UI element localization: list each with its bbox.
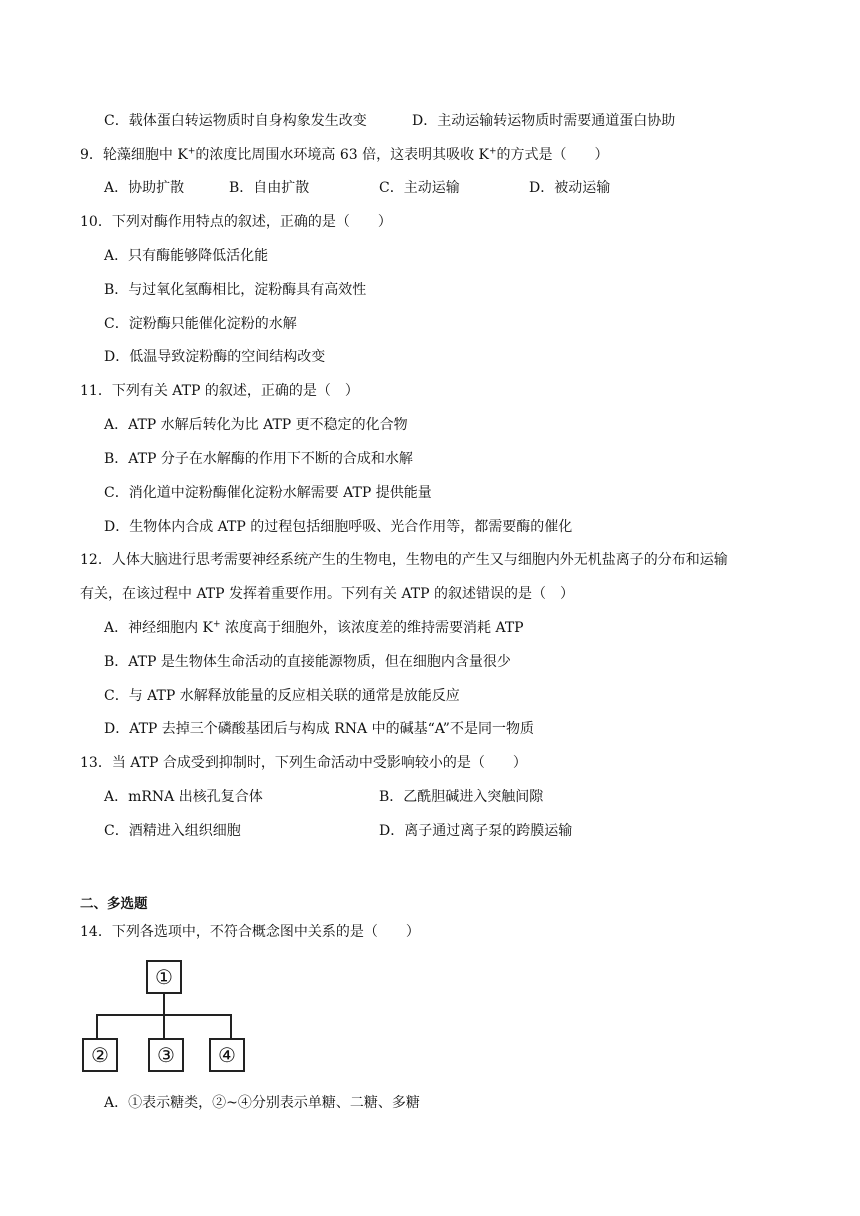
q9-option-a: A．协助扩散 xyxy=(104,180,185,196)
q11-option-d: D．生物体内合成 ATP 的过程包括细胞呼吸、光合作用等，都需要酶的催化 xyxy=(104,519,573,535)
connector-vertical-top xyxy=(163,994,165,1016)
q10-stem: 10．下列对酶作用特点的叙述，正确的是（ ） xyxy=(80,214,392,230)
q9-option-d: D．被动运输 xyxy=(529,180,611,196)
q12-option-a xyxy=(104,618,524,638)
concept-box-4: ④ xyxy=(209,1038,245,1072)
q8-option-d: D．主动运输转运物质时需要通道蛋白协助 xyxy=(412,113,676,129)
q14-stem: 14．下列各选项中，不符合概念图中关系的是（ ） xyxy=(80,924,420,940)
connector-left xyxy=(96,1014,98,1038)
q12-option-c: C．与 ATP 水解释放能量的反应相关联的通常是放能反应 xyxy=(104,688,460,704)
concept-box-1: ① xyxy=(146,960,182,994)
q12-option-b: B．ATP 是生物体生命活动的直接能源物质，但在细胞内含量很少 xyxy=(104,654,511,670)
q11-stem: 11．下列有关 ATP 的叙述，正确的是（ ） xyxy=(80,383,359,399)
q9-stem-part3: 的方式是（ ） xyxy=(496,147,609,163)
q9-option-b: B．自由扩散 xyxy=(229,180,310,196)
q9-stem-part2: 的浓度比周围水环境高 63 倍，这表明其吸收 K xyxy=(195,147,489,163)
q12-stem-line1: 12．人体大脑进行思考需要神经系统产生的生物电，生物电的产生又与细胞内外无机盐离子的分布和运输 xyxy=(80,552,728,568)
connector-middle xyxy=(163,1014,165,1038)
q13-option-a: A．mRNA 出核孔复合体 xyxy=(104,789,263,805)
q9-superscript-1: + xyxy=(187,146,196,157)
concept-box-2: ② xyxy=(82,1038,118,1072)
q10-option-c: C．淀粉酶只能催化淀粉的水解 xyxy=(104,316,297,332)
q10-option-d: D．低温导致淀粉酶的空间结构改变 xyxy=(104,349,326,365)
q11-option-b: B．ATP 分子在水解酶的作用下不断的合成和水解 xyxy=(104,451,413,467)
q9-superscript-2: + xyxy=(489,146,497,157)
q9-stem xyxy=(80,145,609,165)
q12-stem-line2: 有关，在该过程中 ATP 发挥着重要作用。下列有关 ATP 的叙述错误的是（ ） xyxy=(80,586,575,602)
q12-option-a-part2: 浓度高于细胞外，该浓度差的维持需要消耗 ATP xyxy=(220,620,524,636)
q10-option-a: A．只有酶能够降低活化能 xyxy=(104,248,269,264)
q12-option-a-superscript: + xyxy=(213,619,221,630)
q9-stem-part1: 9．轮藻细胞中 K xyxy=(80,147,188,163)
q12-option-a-part1: A．神经细胞内 K xyxy=(104,620,214,636)
q11-option-c: C．消化道中淀粉酶催化淀粉水解需要 ATP 提供能量 xyxy=(104,485,432,501)
section-title-multiple-choice: 二、多选题 xyxy=(80,896,148,912)
q8-option-c: C．载体蛋白转运物质时自身构象发生改变 xyxy=(104,113,367,129)
q13-stem: 13．当 ATP 合成受到抑制时，下列生命活动中受影响较小的是（ ） xyxy=(80,755,527,771)
concept-box-3: ③ xyxy=(148,1038,184,1072)
q9-option-c: C．主动运输 xyxy=(379,180,460,196)
connector-right xyxy=(230,1014,232,1038)
q14-option-a: A．①表示糖类，②~④分别表示单糖、二糖、多糖 xyxy=(104,1095,420,1111)
q11-option-a: A．ATP 水解后转化为比 ATP 更不稳定的化合物 xyxy=(104,417,408,433)
q13-option-d: D．离子通过离子泵的跨膜运输 xyxy=(379,823,573,839)
q10-option-b: B．与过氧化氢酶相比，淀粉酶具有高效性 xyxy=(104,282,367,298)
q13-option-b: B．乙酰胆碱进入突触间隙 xyxy=(379,789,544,805)
q13-option-c: C．酒精进入组织细胞 xyxy=(104,823,241,839)
q12-option-d: D．ATP 去掉三个磷酸基团后与构成 RNA 中的碱基“A”不是同一物质 xyxy=(104,721,534,737)
